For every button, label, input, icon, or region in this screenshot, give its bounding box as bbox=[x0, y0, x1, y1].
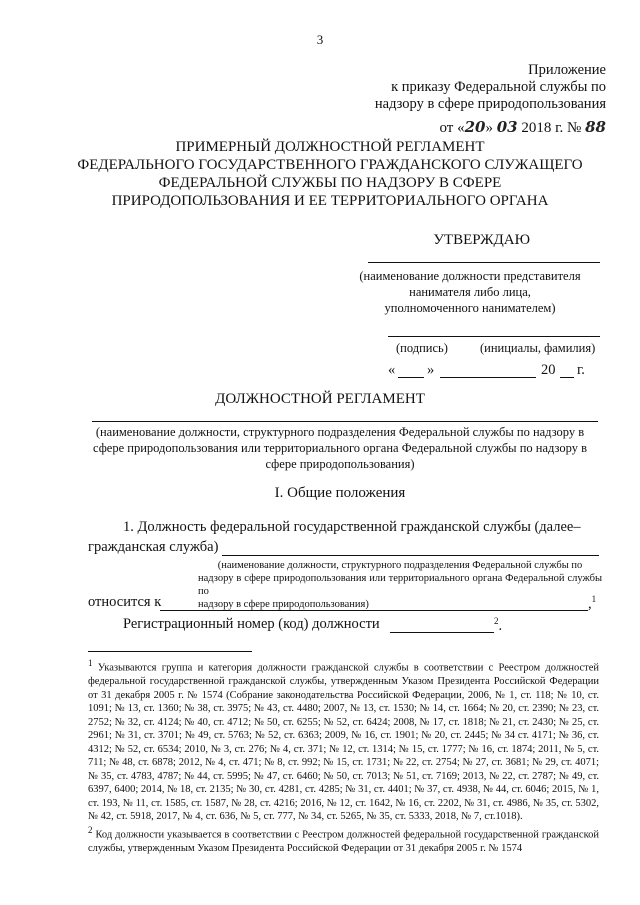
relates-line bbox=[160, 610, 588, 611]
order-month-handwritten: 03 bbox=[496, 118, 518, 136]
para1-note-line-3: надзору в сфере природопользования) bbox=[198, 599, 369, 610]
order-number-handwritten: 88 bbox=[585, 118, 606, 136]
title-line-4: ПРИРОДОПОЛЬЗОВАНИЯ И ЕЕ ТЕРРИТОРИАЛЬНОГО ОРГАНА bbox=[111, 193, 549, 209]
approve-year-line bbox=[560, 377, 574, 378]
appendix-line-1: Приложение bbox=[528, 62, 606, 78]
order-date-line bbox=[439, 118, 606, 137]
footnote-separator bbox=[88, 651, 252, 652]
doc-title: ДОЛЖНОСТНОЙ РЕГЛАМЕНТ bbox=[215, 391, 425, 407]
doc-title-note-line-1: (наименование должности, структурного подразделения Федеральной службы по надзору в bbox=[95, 425, 585, 439]
title-line-2: ФЕДЕРАЛЬНОГО ГОСУДАРСТВЕННОГО ГРАЖДАНСКОГО СЛУЖАЩЕГО bbox=[77, 157, 583, 173]
approve-date-open: « bbox=[388, 362, 396, 378]
title-line-1: ПРИМЕРНЫЙ ДОЛЖНОСТНОЙ РЕГЛАМЕНТ bbox=[175, 139, 485, 155]
order-date-mid: » bbox=[485, 120, 493, 136]
approve-note-line-3: уполномоченного нанимателем) bbox=[384, 301, 556, 315]
relates-end bbox=[588, 594, 596, 613]
approve-date-close: » bbox=[427, 362, 435, 378]
initials-label: (инициалы, фамилия) bbox=[480, 341, 596, 355]
footnote-2-text: Код должности указывается в соответствии с Реестром должностей федеральной государственной гражданской службы, утвержденным Указом Президента Российской Федерации от 31 декабря 2005 г. № 1574 bbox=[88, 829, 600, 854]
approve-note-line-1: (наименование должности представителя bbox=[359, 269, 581, 283]
para1-note-line-1: (наименование должности, структурного подразделения Федеральной службы по bbox=[217, 560, 583, 571]
para1-line-2: гражданская служба) bbox=[88, 539, 219, 555]
order-day-handwritten: 20 bbox=[464, 118, 486, 136]
approve-year-suffix: г. bbox=[577, 362, 585, 378]
approve-note-line-2: нанимателя либо лица, bbox=[409, 285, 531, 299]
doc-title-note-line-3: сфере природопользования) bbox=[265, 457, 415, 471]
appendix-line-3: надзору в сфере природопользования bbox=[374, 96, 606, 112]
page-number: 3 bbox=[316, 32, 324, 47]
section-heading: I. Общие положения bbox=[274, 485, 406, 501]
main-title bbox=[40, 138, 620, 210]
footnote-1-text: Указываются группа и категория должности гражданской службы в соответствии с Реестром должностей федеральной государственной гражданской службы, утвержденным Указом Президента Российской Федерации от 31 декабря 2005 г. № 1574 (Собрание законодательства Российской Федерации, 2006, № 1, ст. 118; № 10, ст. 1091; № 13, ст. 1360; № 38, ст. 3975; № 43, ст. 4480; 2007, № 13, ст. 1530; № 14, ст. 1664; № 20, ст. 2390; № 23, ст. 2752; № 32, ст. 4124; № 40, ст. 4712; № 50, ст. 6255; № 52, ст. 6424; 2008, № 17, ст. 1818; № 21, ст. 2430; № 25, ст. 2961; № 31, ст. 3701; № 49, ст. 5763; № 52, ст. 6363; 2009, № 16, ст. 1901; № 20, ст. 2445; № 34 ст. 4171; № 36, ст. 4312; № 52, ст. 6534; 2010, № 3, ст. 276; № 4, ст. 371; № 12, ст. 1314; № 15, ст. 1777; № 16, ст. 1874; 2011, № 5, ст. 711; № 48, ст. 6878; 2012, № 4, ст. 471; № 8, ст. 992; № 15, ст. 1731; № 22, ст. 2754; № 27, ст. 3681; № 29, ст. 4071; № 35, ст. 4783, 4787; № 44, ст. 5995; № 47, ст. 6460; № 50, ст. 7013; № 51, ст. 7169; 2013, № 22, ст. 2787; № 49, ст. 6397, 6400; 2014, № 18, ст. 2135; № 30, ст. 4281, ст. 4285; № 31, ст. 4401; № 37, ст. 4938, № 44, ст. 6046; 2015, № 1, ст. 193, № 11, ст. 1585, ст. 1587, № 28, ст. 4216; 2016, № 12, ст. 1642, № 16, ст. 2202, № 31, ст. 4986, № 35, ст. 5302, № 42, ст. 5918, 2017, № 4, ст. 636, № 5, ст. 777, № 34, ст. 5265, № 35, ст. 5333, 2018, № 7, ст.1018). bbox=[88, 662, 600, 822]
doc-title-note bbox=[70, 424, 610, 472]
relates-text: относится к bbox=[88, 594, 162, 610]
signature-label: (подпись) bbox=[396, 341, 448, 355]
registration-period: . bbox=[498, 617, 503, 634]
para1-note-line-2: надзору в сфере природопользования или территориального органа Федеральной службы по bbox=[198, 573, 602, 597]
footnote-2 bbox=[88, 824, 599, 856]
title-line-3: ФЕДЕРАЛЬНОЙ СЛУЖБЫ ПО НАДЗОРУ В СФЕРЕ bbox=[158, 175, 502, 191]
approve-day-line bbox=[398, 377, 424, 378]
order-year: 2018 г. № bbox=[521, 120, 582, 136]
approve-month-line bbox=[440, 377, 536, 378]
footnote-1-mark: 1 bbox=[88, 658, 93, 668]
approve-year-prefix: 20 bbox=[541, 362, 556, 378]
para1-line-1: 1. Должность федеральной государственной гражданской службы (далее– bbox=[123, 519, 581, 535]
approve-position-line bbox=[368, 262, 600, 263]
footnote-ref-2: 2 bbox=[494, 616, 499, 626]
signature-line bbox=[388, 336, 600, 337]
footnote-2-mark: 2 bbox=[88, 825, 93, 835]
doc-title-note-line-2: сфере природопользования или территориального органа Федеральной службы по надзору в bbox=[93, 441, 587, 455]
relates-comma: , bbox=[588, 595, 592, 612]
order-date-prefix: от « bbox=[439, 120, 465, 136]
para1-position-line bbox=[222, 555, 599, 556]
doc-title-line bbox=[92, 421, 598, 422]
appendix-line-2: к приказу Федеральной службы по bbox=[391, 79, 606, 95]
para1-note bbox=[198, 559, 602, 611]
appendix-block bbox=[276, 62, 606, 113]
approve-note bbox=[340, 268, 600, 316]
registration-text: Регистрационный номер (код) должности bbox=[123, 616, 380, 632]
registration-line bbox=[390, 632, 494, 633]
footnote-1 bbox=[88, 657, 599, 824]
registration-end bbox=[494, 616, 502, 635]
footnote-ref-1: 1 bbox=[591, 594, 597, 604]
approve-heading: УТВЕРЖДАЮ bbox=[433, 232, 530, 248]
